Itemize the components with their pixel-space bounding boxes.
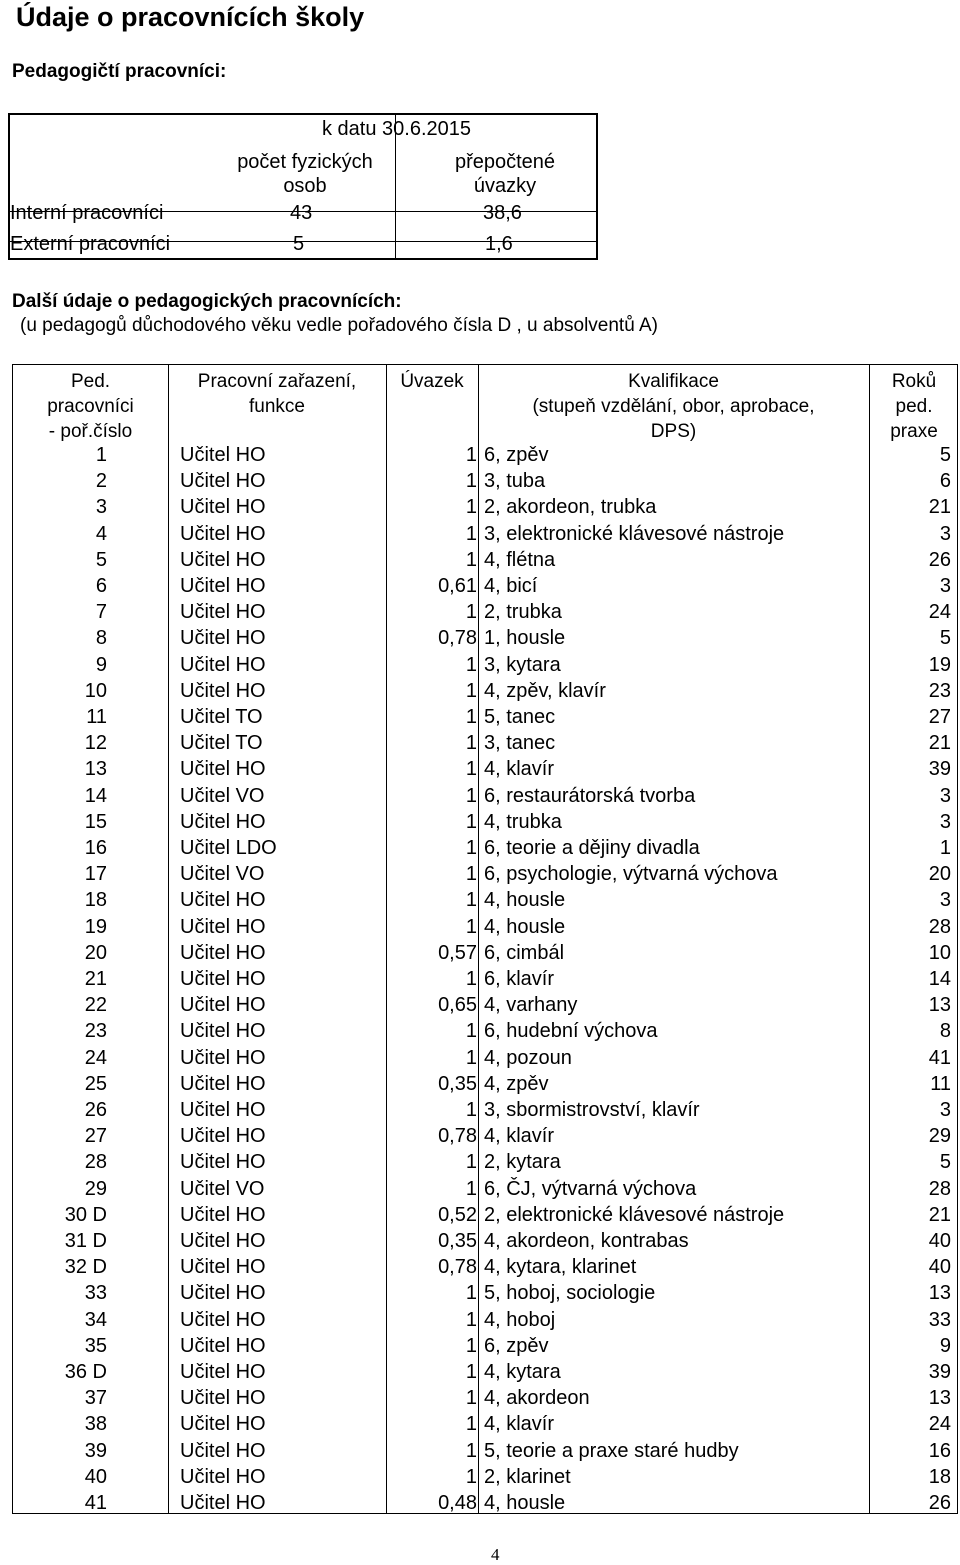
cell-uvazek: 1 [465, 444, 477, 466]
cell-years: 3 [939, 1099, 951, 1121]
cell-qualification: 4, akordeon, kontrabas [484, 1230, 689, 1252]
cell-qualification: 6, restaurátorská tvorba [484, 784, 696, 807]
cell-uvazek: 1 [465, 784, 477, 807]
header-years: Roků ped. praxe [890, 371, 938, 442]
cell-years: 39 [928, 1361, 951, 1383]
cell-qualification: 4, housle [484, 889, 566, 912]
cell-uvazek: 1 [465, 758, 477, 781]
cell-uvazek: 1 [465, 889, 477, 912]
cell-role: Učitel HO [180, 915, 266, 938]
cell-number: 3 [95, 496, 107, 519]
table-row [13, 756, 959, 782]
cell-qualification: 6, hudební výchova [484, 1020, 658, 1043]
cell-uvazek: 0,78 [438, 627, 477, 650]
cell-number: 27 [84, 1125, 107, 1148]
cell-years: 1 [939, 837, 951, 859]
table-row [13, 1045, 959, 1071]
cell-years: 24 [928, 1413, 951, 1436]
table-row [13, 966, 959, 992]
table-row [13, 494, 959, 520]
cell-number: 40 [84, 1465, 107, 1488]
cell-number: 26 [84, 1099, 107, 1121]
cell-qualification: 4, housle [484, 915, 566, 938]
cell-qualification: 2, akordeon, trubka [484, 496, 657, 519]
table-row [13, 1018, 959, 1044]
summary-row-fte: 1,6 [485, 233, 513, 255]
cell-years: 21 [928, 496, 951, 519]
cell-role: Učitel HO [180, 1439, 266, 1462]
cell-number: 12 [84, 732, 107, 755]
cell-qualification: 6, zpěv [484, 1334, 549, 1357]
table-row [13, 678, 959, 704]
cell-role: Učitel VO [180, 1177, 265, 1200]
cell-uvazek: 0,65 [438, 994, 477, 1017]
summary-col-count-header: počet fyzických osob [237, 151, 373, 197]
cell-uvazek: 1 [465, 1439, 477, 1462]
cell-qualification: 4, kytara [484, 1361, 561, 1383]
cell-role: Učitel HO [180, 653, 266, 676]
cell-role: Učitel HO [180, 1099, 266, 1121]
cell-uvazek: 0,78 [438, 1125, 477, 1148]
cell-number: 4 [95, 522, 107, 545]
cell-uvazek: 1 [465, 1413, 477, 1436]
cell-uvazek: 1 [465, 1099, 477, 1121]
cell-number: 39 [84, 1439, 107, 1462]
table-row [13, 835, 959, 861]
cell-number: 5 [95, 548, 107, 571]
cell-qualification: 4, akordeon [484, 1387, 590, 1410]
cell-uvazek: 1 [465, 548, 477, 571]
cell-years: 21 [928, 732, 951, 755]
cell-uvazek: 1 [465, 968, 477, 990]
cell-role: Učitel HO [180, 627, 266, 650]
cell-role: Učitel HO [180, 601, 266, 624]
cell-number: 23 [84, 1020, 107, 1043]
cell-qualification: 6, ČJ, výtvarná výchova [484, 1177, 697, 1200]
header-uvazek: Úvazek [400, 371, 464, 392]
cell-uvazek: 1 [465, 863, 477, 886]
cell-number: 7 [95, 601, 107, 624]
cell-years: 19 [928, 653, 951, 676]
cell-years: 26 [928, 548, 951, 571]
cell-qualification: 3, sbormistrovství, klavír [484, 1099, 700, 1121]
section-note: (u pedagogů důchodového věku vedle pořadového čísla D , u absolventů A) [20, 315, 659, 336]
cell-number: 20 [84, 941, 107, 964]
cell-years: 13 [928, 1282, 951, 1305]
staff-table [12, 364, 958, 1514]
cell-uvazek: 1 [465, 1151, 477, 1174]
cell-role: Učitel HO [180, 444, 266, 466]
table-row [13, 1149, 959, 1175]
cell-qualification: 3, elektronické klávesové nástroje [484, 522, 785, 545]
header-qualification: Kvalifikace (stupeň vzdělání, obor, aprobace, DPS) [532, 371, 815, 442]
cell-uvazek: 0,57 [438, 941, 477, 964]
cell-uvazek: 1 [465, 1387, 477, 1410]
cell-qualification: 4, zpěv, klavír [484, 679, 606, 702]
cell-years: 5 [939, 444, 951, 466]
cell-years: 28 [928, 1177, 951, 1200]
cell-qualification: 6, zpěv [484, 444, 549, 466]
cell-qualification: 4, hoboj [484, 1308, 556, 1331]
cell-qualification: 5, teorie a praxe staré hudby [484, 1439, 739, 1462]
cell-qualification: 2, kytara [484, 1151, 561, 1174]
cell-uvazek: 1 [465, 470, 477, 493]
table-row [13, 573, 959, 599]
cell-qualification: 3, tuba [484, 470, 546, 493]
cell-qualification: 1, housle [484, 627, 566, 650]
cell-role: Učitel TO [180, 706, 263, 728]
cell-number: 9 [95, 653, 107, 676]
page-title: Údaje o pracovnících školy [16, 2, 365, 32]
cell-qualification: 2, trubka [484, 601, 562, 624]
cell-uvazek: 0,61 [438, 575, 477, 597]
cell-number: 34 [84, 1308, 107, 1331]
cell-years: 21 [928, 1203, 951, 1226]
cell-role: Učitel HO [180, 1465, 266, 1488]
cell-qualification: 4, kytara, klarinet [484, 1256, 637, 1279]
cell-qualification: 6, teorie a dějiny divadla [484, 837, 700, 859]
cell-role: Učitel HO [180, 1308, 266, 1331]
cell-role: Učitel HO [180, 496, 266, 519]
cell-role: Učitel HO [180, 758, 266, 781]
cell-number: 25 [84, 1072, 107, 1095]
cell-role: Učitel HO [180, 470, 266, 493]
table-row [13, 1333, 959, 1359]
cell-role: Učitel HO [180, 1020, 266, 1043]
summary-row-count: 5 [293, 233, 305, 255]
cell-role: Učitel TO [180, 732, 263, 755]
cell-number: 6 [95, 575, 107, 597]
cell-role: Učitel HO [180, 522, 266, 545]
cell-number: 31 D [64, 1230, 107, 1252]
summary-date: k datu 30.6.2015 [322, 118, 472, 140]
cell-role: Učitel HO [180, 1125, 266, 1148]
cell-years: 41 [928, 1046, 951, 1069]
table-row [13, 1464, 959, 1490]
cell-uvazek: 1 [465, 601, 477, 624]
cell-number: 10 [84, 679, 107, 702]
cell-qualification: 6, klavír [484, 968, 555, 990]
table-row [13, 468, 959, 494]
cell-uvazek: 1 [465, 1177, 477, 1200]
cell-years: 23 [928, 679, 951, 702]
cell-role: Učitel HO [180, 941, 266, 964]
table-row [13, 1280, 959, 1306]
table-row [13, 1123, 959, 1149]
cell-qualification: 4, trubka [484, 810, 562, 833]
cell-qualification: 4, varhany [484, 994, 578, 1017]
cell-uvazek: 1 [465, 522, 477, 545]
cell-years: 8 [939, 1020, 951, 1043]
cell-qualification: 4, pozoun [484, 1046, 572, 1069]
table-row [13, 547, 959, 573]
cell-qualification: 2, elektronické klávesové nástroje [484, 1203, 785, 1226]
cell-qualification: 5, tanec [484, 706, 556, 728]
cell-uvazek: 1 [465, 1020, 477, 1043]
cell-uvazek: 1 [465, 653, 477, 676]
summary-table [8, 113, 598, 260]
summary-col-fte-header: přepočtené úvazky [454, 151, 556, 197]
cell-years: 3 [939, 522, 951, 545]
table-row [13, 1071, 959, 1097]
table-row [13, 1097, 959, 1123]
cell-number: 41 [84, 1492, 107, 1514]
cell-role: Učitel HO [180, 968, 266, 990]
table-row [13, 521, 959, 547]
cell-role: Učitel HO [180, 679, 266, 702]
cell-years: 40 [928, 1256, 951, 1279]
cell-years: 10 [928, 941, 951, 964]
cell-role: Učitel LDO [180, 837, 277, 859]
cell-role: Učitel HO [180, 1230, 266, 1252]
cell-qualification: 6, cimbál [484, 941, 565, 964]
table-row [13, 1254, 959, 1280]
cell-years: 26 [928, 1492, 951, 1514]
cell-years: 6 [939, 470, 951, 493]
cell-years: 13 [928, 994, 951, 1017]
cell-years: 28 [928, 915, 951, 938]
cell-number: 8 [95, 627, 107, 650]
cell-qualification: 3, kytara [484, 653, 561, 676]
section-heading: Pedagogičtí pracovníci: [12, 61, 227, 82]
cell-qualification: 4, klavír [484, 1125, 555, 1148]
cell-years: 18 [928, 1465, 951, 1488]
cell-qualification: 3, tanec [484, 732, 556, 755]
cell-qualification: 6, psychologie, výtvarná výchova [484, 863, 778, 886]
cell-years: 39 [928, 758, 951, 781]
cell-uvazek: 1 [465, 1282, 477, 1305]
summary-row-label: Interní pracovníci [10, 202, 164, 224]
header-role: Pracovní zařazení, funkce [197, 371, 357, 417]
header-number: Ped. pracovníci - poř.číslo [47, 371, 134, 442]
cell-uvazek: 1 [465, 679, 477, 702]
cell-role: Učitel HO [180, 1387, 266, 1410]
cell-number: 18 [84, 889, 107, 912]
page-number: 4 [491, 1545, 500, 1564]
cell-number: 33 [84, 1282, 107, 1305]
summary-row-count: 43 [290, 202, 313, 224]
cell-uvazek: 0,78 [438, 1256, 477, 1279]
cell-number: 13 [84, 758, 107, 781]
cell-qualification: 4, bicí [484, 575, 538, 597]
cell-number: 35 [84, 1334, 107, 1357]
table-row [13, 1228, 959, 1254]
cell-uvazek: 0,48 [438, 1492, 477, 1514]
table-row [13, 599, 959, 625]
cell-years: 9 [939, 1334, 951, 1357]
cell-number: 38 [84, 1413, 107, 1436]
cell-number: 28 [84, 1151, 107, 1174]
cell-role: Učitel HO [180, 1203, 266, 1226]
section-heading: Další údaje o pedagogických pracovnících: [12, 291, 402, 312]
cell-uvazek: 1 [465, 706, 477, 728]
cell-role: Učitel HO [180, 1256, 266, 1279]
cell-number: 19 [84, 915, 107, 938]
cell-uvazek: 1 [465, 1046, 477, 1069]
cell-years: 3 [939, 810, 951, 833]
cell-number: 16 [84, 837, 107, 859]
cell-number: 22 [84, 994, 107, 1017]
cell-qualification: 4, housle [484, 1492, 566, 1514]
cell-role: Učitel VO [180, 784, 265, 807]
cell-qualification: 4, flétna [484, 548, 556, 571]
cell-role: Učitel HO [180, 1072, 266, 1095]
cell-number: 15 [84, 810, 107, 833]
table-row [13, 992, 959, 1018]
cell-years: 29 [928, 1125, 951, 1148]
table-row [13, 442, 959, 468]
cell-number: 17 [84, 863, 107, 886]
cell-uvazek: 1 [465, 1465, 477, 1488]
cell-role: Učitel HO [180, 1492, 266, 1514]
table-row [13, 809, 959, 835]
table-row [13, 1359, 959, 1385]
cell-number: 37 [84, 1387, 107, 1410]
cell-uvazek: 0,35 [438, 1230, 477, 1252]
cell-number: 1 [95, 444, 107, 466]
cell-years: 16 [928, 1439, 951, 1462]
cell-years: 5 [939, 627, 951, 650]
table-row [13, 914, 959, 940]
summary-row-fte: 38,6 [483, 202, 522, 224]
table-row [13, 1411, 959, 1437]
cell-qualification: 4, zpěv [484, 1072, 549, 1095]
cell-uvazek: 0,35 [438, 1072, 477, 1095]
cell-number: 30 D [64, 1203, 107, 1226]
cell-years: 33 [928, 1308, 951, 1331]
cell-uvazek: 1 [465, 1361, 477, 1383]
cell-qualification: 5, hoboj, sociologie [484, 1282, 656, 1305]
table-row [13, 1202, 959, 1228]
cell-number: 32 D [64, 1256, 107, 1279]
cell-qualification: 2, klarinet [484, 1465, 571, 1488]
table-row [13, 704, 959, 730]
cell-years: 14 [928, 968, 951, 990]
cell-role: Učitel HO [180, 548, 266, 571]
cell-role: Učitel HO [180, 1151, 266, 1174]
cell-uvazek: 1 [465, 915, 477, 938]
cell-years: 20 [928, 863, 951, 886]
table-row [13, 1307, 959, 1333]
table-row [13, 783, 959, 809]
cell-uvazek: 1 [465, 1308, 477, 1331]
cell-qualification: 4, klavír [484, 1413, 555, 1436]
cell-years: 3 [939, 575, 951, 597]
cell-role: Učitel HO [180, 1361, 266, 1383]
cell-role: Učitel VO [180, 863, 265, 886]
cell-years: 13 [928, 1387, 951, 1410]
cell-number: 11 [86, 706, 107, 728]
table-row [13, 1385, 959, 1411]
cell-role: Učitel HO [180, 1334, 266, 1357]
cell-years: 40 [928, 1230, 951, 1252]
cell-number: 14 [84, 784, 107, 807]
cell-number: 24 [84, 1046, 107, 1069]
cell-uvazek: 1 [465, 837, 477, 859]
table-row [13, 1176, 959, 1202]
cell-uvazek: 0,52 [438, 1203, 477, 1226]
table-row [13, 625, 959, 651]
cell-uvazek: 1 [465, 732, 477, 755]
table-row [13, 940, 959, 966]
table-row [13, 861, 959, 887]
cell-uvazek: 1 [465, 810, 477, 833]
cell-number: 2 [95, 470, 107, 493]
cell-number: 21 [84, 968, 107, 990]
summary-row-label: Externí pracovníci [10, 233, 171, 255]
cell-role: Učitel HO [180, 889, 266, 912]
cell-role: Učitel HO [180, 1046, 266, 1069]
cell-qualification: 4, klavír [484, 758, 555, 781]
cell-years: 11 [930, 1072, 951, 1095]
cell-years: 3 [939, 889, 951, 912]
cell-number: 29 [84, 1177, 107, 1200]
cell-uvazek: 1 [465, 1334, 477, 1357]
cell-years: 3 [939, 784, 951, 807]
table-row [13, 1490, 959, 1516]
cell-role: Učitel HO [180, 1282, 266, 1305]
cell-role: Učitel HO [180, 810, 266, 833]
cell-years: 24 [928, 601, 951, 624]
cell-uvazek: 1 [465, 496, 477, 519]
table-row [13, 887, 959, 913]
cell-years: 27 [928, 706, 951, 728]
cell-role: Učitel HO [180, 994, 266, 1017]
table-row [13, 652, 959, 678]
cell-number: 36 D [64, 1361, 107, 1383]
cell-role: Učitel HO [180, 575, 266, 597]
cell-role: Učitel HO [180, 1413, 266, 1436]
table-row [13, 730, 959, 756]
cell-years: 5 [939, 1151, 951, 1174]
table-row [13, 1438, 959, 1464]
